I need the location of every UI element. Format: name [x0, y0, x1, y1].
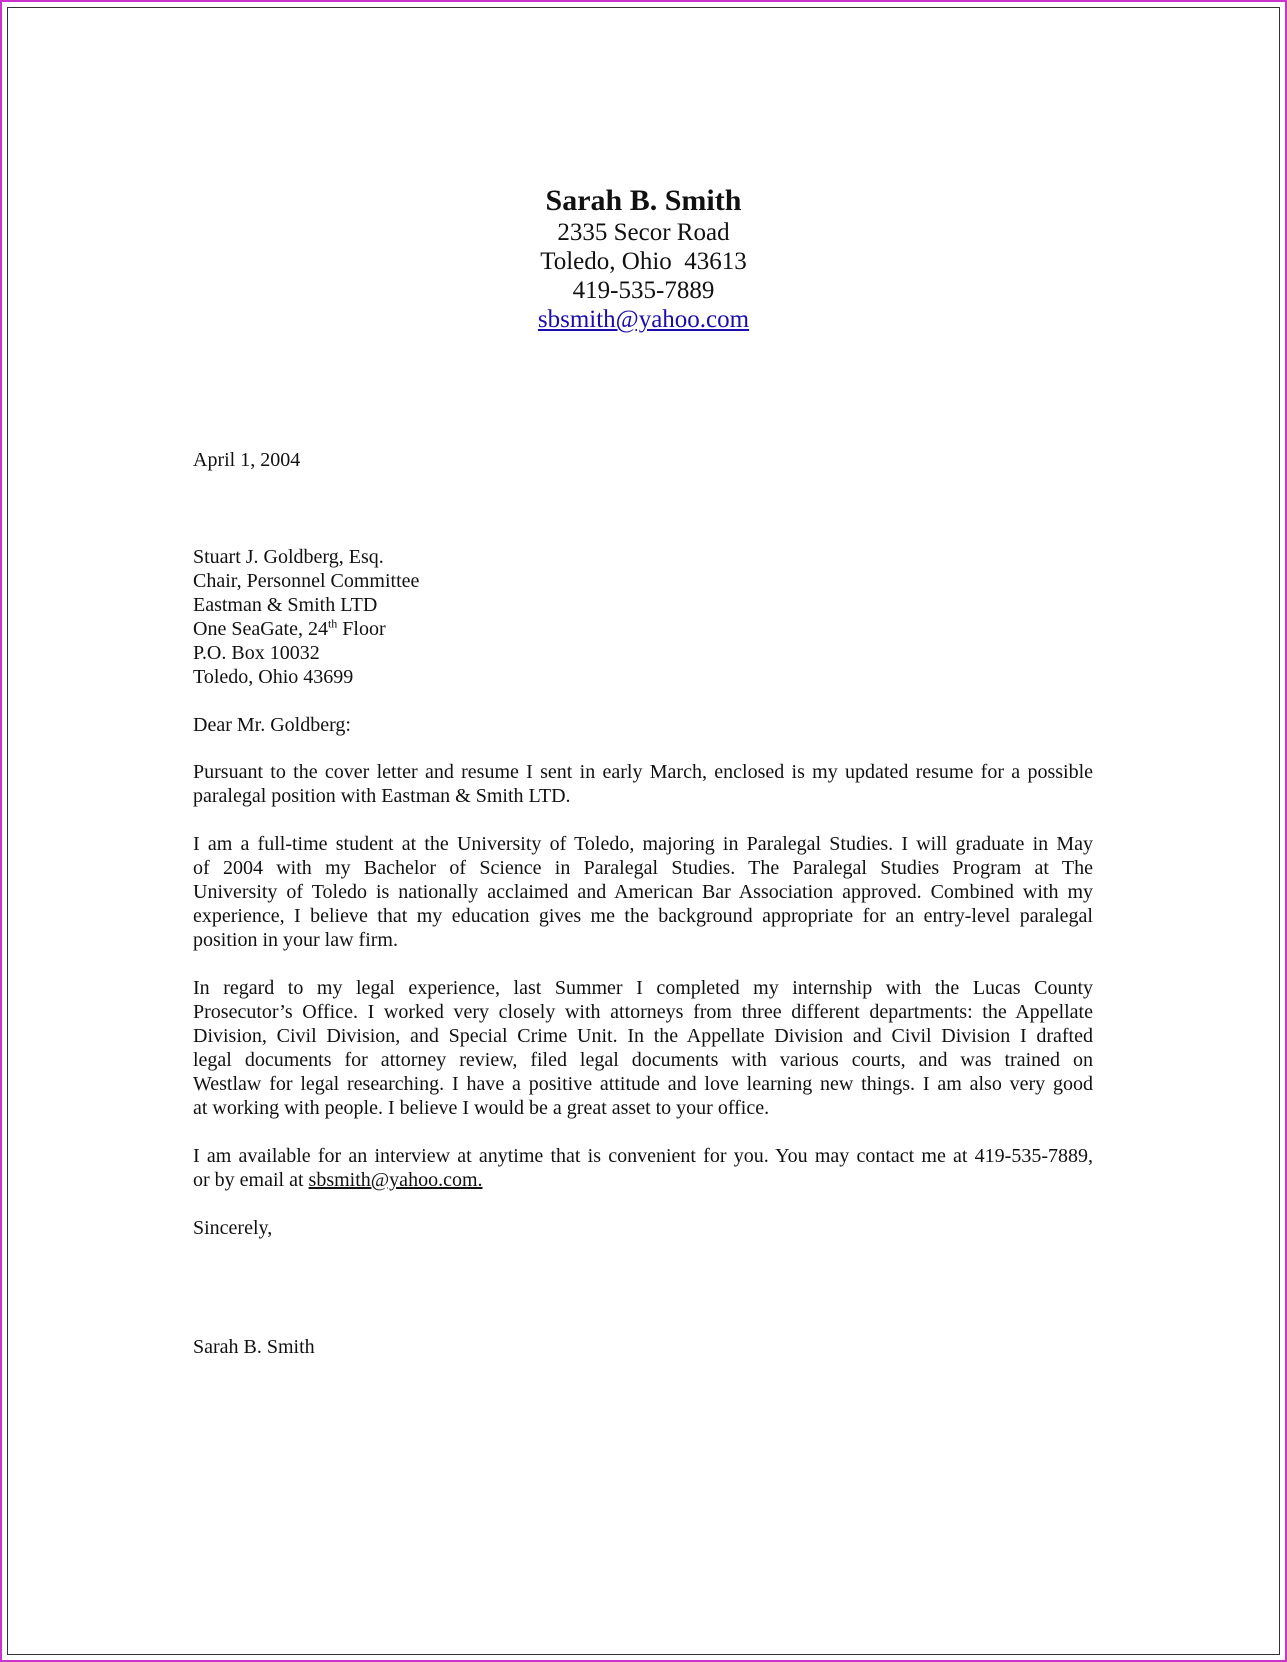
recipient-address-line1-main: One SeaGate, 24	[193, 618, 328, 640]
paragraph-2	[193, 832, 1093, 952]
paragraph-3	[193, 976, 1093, 1120]
paragraph-line: at working with people. I believe I would be a great asset to your office.	[193, 1097, 770, 1119]
salutation: Dear Mr. Goldberg:	[193, 714, 351, 736]
recipient-po-box: P.O. Box 10032	[193, 642, 320, 664]
paragraph-line: Westlaw for legal researching. I have a positive attitude and love learning new things. I am also very good	[193, 1073, 1093, 1095]
closing: Sincerely,	[193, 1217, 273, 1239]
paragraph-1	[193, 760, 1093, 808]
paragraph-line: Pursuant to the cover letter and resume I sent in early March, enclosed is my updated resume for a possible	[193, 761, 1093, 783]
recipient-address-line1-suffix: Floor	[337, 618, 386, 640]
paragraph-line: paralegal position with Eastman & Smith LTD.	[193, 785, 571, 807]
sender-street: 2335 Secor Road	[557, 219, 730, 246]
recipient-company: Eastman & Smith LTD	[193, 594, 378, 616]
paragraph-line: Division, Civil Division, and Special Crime Unit. In the Appellate Division and Civil Division I drafted	[193, 1025, 1093, 1047]
recipient-address-line1	[193, 617, 1093, 641]
inline-email-link[interactable]: sbsmith@yahoo.com.	[308, 1169, 483, 1191]
paragraph-line: Prosecutor’s Office. I worked very closely with attorneys from three different departments: the Appellate	[193, 1001, 1093, 1023]
paragraph-line: of 2004 with my Bachelor of Science in Paralegal Studies. The Paralegal Studies Program at The	[193, 857, 1093, 879]
paragraph-line: position in your law firm.	[193, 929, 398, 951]
paragraph-line-prefix: or by email at	[193, 1169, 309, 1191]
paragraph-line: legal documents for attorney review, filed legal documents with various courts, and was trained on	[193, 1049, 1093, 1071]
signature-name: Sarah B. Smith	[193, 1336, 315, 1358]
recipient-address-block	[193, 545, 1093, 689]
paragraph-line	[193, 1168, 1093, 1192]
paragraph-line: I am available for an interview at anytime that is convenient for you. You may contact me at 419-535-7889,	[193, 1145, 1093, 1167]
recipient-name: Stuart J. Goldberg, Esq.	[193, 546, 384, 568]
letter-date: April 1, 2004	[193, 449, 301, 471]
recipient-title: Chair, Personnel Committee	[193, 570, 420, 592]
paragraph-4	[193, 1144, 1093, 1192]
recipient-address-line1-ordinal: th	[327, 616, 338, 631]
paragraph-line: University of Toledo is nationally acclaimed and American Bar Association approved. Combined with my	[193, 881, 1093, 903]
paragraph-line: I am a full-time student at the University of Toledo, majoring in Paralegal Studies. I will graduate in May	[193, 833, 1093, 855]
sender-email-link[interactable]: sbsmith@yahoo.com	[537, 306, 750, 333]
paragraph-line: In regard to my legal experience, last Summer I completed my internship with the Lucas County	[193, 977, 1093, 999]
paragraph-line: experience, I believe that my education gives me the background appropriate for an entry-level paralegal	[193, 905, 1093, 927]
letterhead	[0, 184, 1287, 334]
recipient-city-state-zip: Toledo, Ohio 43699	[193, 666, 354, 688]
sender-name: Sarah B. Smith	[545, 184, 742, 217]
sender-city-state-zip: Toledo, Ohio 43613	[540, 248, 747, 275]
sender-phone: 419-535-7889	[572, 277, 715, 304]
